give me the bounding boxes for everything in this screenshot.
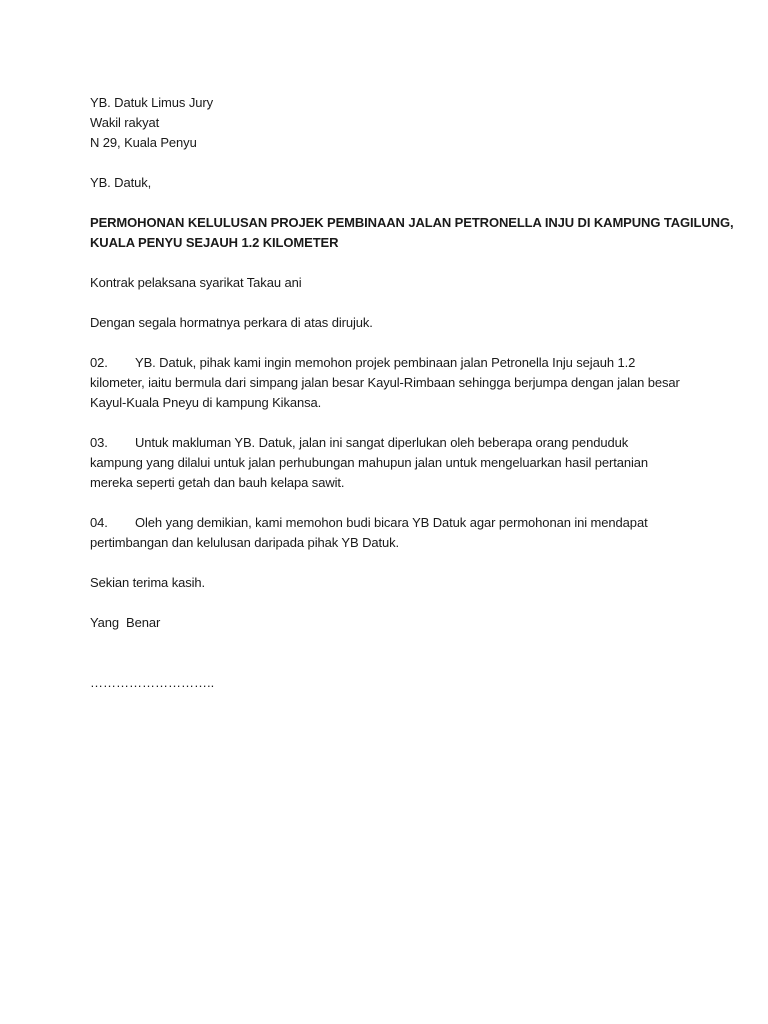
letter-body — [90, 93, 734, 693]
subject-line-1: PERMOHONAN KELULUSAN PROJEK PEMBINAAN JALAN PETRONELLA INJU DI KAMPUNG TAGILUNG, — [90, 215, 734, 230]
paragraph-line: mereka seperti getah dan bauh kelapa sawit. — [90, 475, 345, 490]
paragraph-04 — [90, 513, 690, 553]
paragraph-line: kilometer, iaitu bermula dari simpang jalan besar Kayul-Rimbaan sehingga berjumpa dengan jalan besar — [90, 375, 680, 390]
subject-heading — [90, 213, 734, 253]
paragraph-line: Kayul-Kuala Pneyu di kampung Kikansa. — [90, 395, 322, 410]
paragraph-03 — [90, 433, 690, 493]
paragraph-number: 02. — [90, 355, 108, 370]
paragraph-number: 03. — [90, 435, 108, 450]
paragraph-text: YB. Datuk, pihak kami ingin memohon projek pembinaan jalan Petronella Inju sejauh 1.2 — [135, 355, 636, 370]
recipient-constituency: N 29, Kuala Penyu — [90, 135, 197, 150]
paragraph-text: Untuk makluman YB. Datuk, jalan ini sangat diperlukan oleh beberapa orang penduduk — [135, 435, 629, 450]
closing-line: Sekian terima kasih. — [90, 575, 206, 590]
subject-line-2: KUALA PENYU SEJAUH 1.2 KILOMETER — [90, 235, 339, 250]
paragraph-number: 04. — [90, 515, 108, 530]
paragraph-line: kampung yang dilalui untuk jalan perhubungan mahupun jalan untuk mengeluarkan hasil pertanian — [90, 455, 649, 470]
paragraph-02 — [90, 353, 690, 413]
salutation: YB. Datuk, — [90, 175, 152, 190]
contractor-line: Kontrak pelaksana syarikat Takau ani — [90, 275, 302, 290]
paragraph-text: Oleh yang demikian, kami memohon budi bicara YB Datuk agar permohonan ini mendapat — [135, 515, 648, 530]
recipient-block — [90, 93, 690, 153]
sign-off: Yang Benar — [90, 615, 161, 630]
paragraph-line — [90, 513, 690, 533]
paragraph-line — [90, 353, 690, 373]
recipient-name: YB. Datuk Limus Jury — [90, 95, 213, 110]
opening-line: Dengan segala hormatnya perkara di atas dirujuk. — [90, 315, 373, 330]
signature-line: ……………………….. — [90, 675, 215, 690]
recipient-title: Wakil rakyat — [90, 115, 160, 130]
paragraph-line — [90, 433, 690, 453]
paragraph-line: pertimbangan dan kelulusan daripada pihak YB Datuk. — [90, 535, 400, 550]
